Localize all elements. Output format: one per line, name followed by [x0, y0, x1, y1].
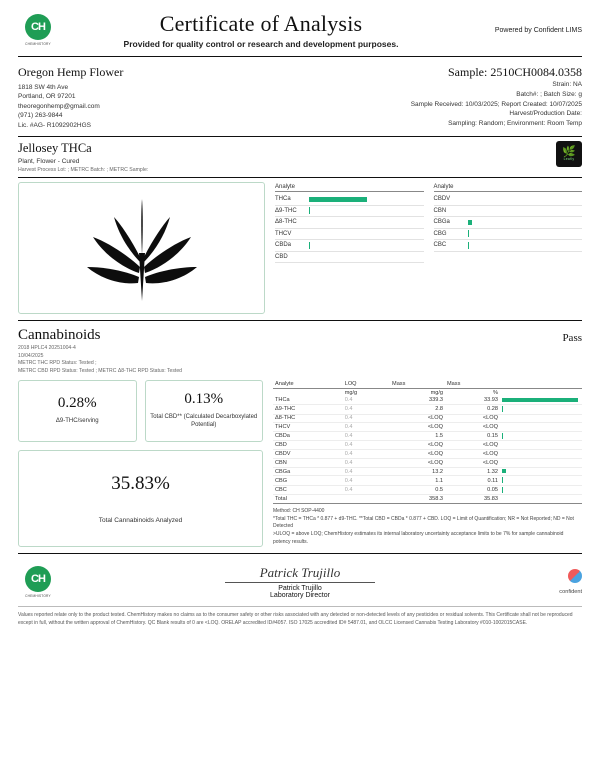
cell-loq: 0.4: [343, 405, 390, 414]
sample-received: Sample Received: 10/03/2025; Report Created: 10/07/2025: [410, 100, 582, 108]
col-bar: [500, 380, 582, 389]
client-license: Lic. #AG- R1092902HGS: [18, 121, 91, 129]
col-mass-pct: Mass: [445, 380, 500, 389]
cell-analyte: CBG: [273, 476, 343, 485]
analyte-row: [275, 229, 424, 241]
analyte-name: CBGa: [433, 219, 450, 226]
sample-block: [268, 65, 582, 130]
client-block: [18, 65, 268, 130]
card-value: 35.83%: [111, 472, 170, 494]
card-label: Total Cannabinoids Analyzed: [98, 516, 183, 524]
cell-analyte: CBDV: [273, 450, 343, 459]
cell-analyte: CBGa: [273, 467, 343, 476]
analyte-row: [434, 194, 583, 206]
footer-logo: [18, 562, 128, 602]
unit-mass-pct: %: [493, 389, 498, 396]
cell-analyte: THCV: [273, 423, 343, 432]
sample-harvest-date: Harvest/Production Date:: [509, 110, 582, 118]
analyte-summary: [275, 182, 582, 314]
analyte-row: [275, 194, 424, 206]
analyte-name: Δ8-THC: [275, 219, 297, 226]
cell-loq: 0.4: [343, 450, 390, 459]
results-table: [273, 380, 582, 547]
cell-bar: [500, 423, 582, 432]
summary-cards: [18, 380, 263, 547]
client-email: theoregonhemp@gmail.com: [18, 102, 100, 110]
analyte-col1-header: Analyte: [275, 184, 424, 192]
col-mass-mg: Mass: [390, 380, 445, 389]
signatory-role: Laboratory Director: [270, 591, 330, 599]
client-name: Oregon Hemp Flower: [18, 65, 124, 79]
chemhistory-logo-footer: [18, 562, 58, 602]
table-row: [273, 405, 582, 414]
table-row: [273, 432, 582, 441]
table-row: [273, 476, 582, 485]
cell-mass-mg: 13.2: [390, 467, 445, 476]
logo-badge: CH: [25, 14, 51, 40]
strain-info: [18, 141, 556, 173]
cell-loq: 0.4: [343, 423, 390, 432]
small-cards: [18, 380, 263, 442]
chemhistory-logo: [18, 10, 58, 50]
client-sample-band: [0, 57, 600, 136]
cell-mass-pct: 33.93: [445, 396, 500, 404]
analyte-row: [434, 217, 583, 229]
table-units-row: [273, 388, 582, 396]
section-note-line: 2018 HPLC4 20251004-4: [18, 345, 76, 352]
header-center: [58, 11, 464, 49]
analyte-name: CBDV: [433, 196, 451, 203]
table-body: [273, 396, 582, 503]
cell-mass-pct: 0.11: [445, 476, 500, 485]
logo-badge: CH: [25, 566, 51, 592]
cell-bar: [500, 414, 582, 423]
table-row: [273, 467, 582, 476]
analyte-bar: [468, 220, 472, 225]
cell-analyte: CBDa: [273, 432, 343, 441]
cell-bar: [500, 467, 582, 476]
analyte-row: [275, 240, 424, 252]
analyte-name: THCa: [275, 196, 291, 203]
strain-name: Jellosey THCa: [18, 141, 92, 156]
powered-by-label: Powered by Confident LIMS: [494, 26, 582, 34]
col-analyte: Analyte: [273, 380, 343, 389]
leafly-label: Leafly: [563, 157, 575, 162]
cell-mass-mg: <LOQ: [390, 423, 445, 432]
sample-photo: [18, 182, 265, 314]
section-note-line: 10/04/2025: [18, 352, 44, 359]
card-total-cbd: [145, 380, 264, 442]
analyte-name: CBG: [433, 230, 447, 237]
cell-bar: [500, 432, 582, 441]
analyte-name: CBD: [275, 253, 288, 260]
cell-bar: [500, 450, 582, 459]
cell-bar: [500, 441, 582, 450]
analyte-row: [434, 240, 583, 252]
cell-loq: 0.4: [343, 432, 390, 441]
table-row: [273, 450, 582, 459]
card-thc-serving: [18, 380, 137, 442]
cell-mass-pct: <LOQ: [445, 458, 500, 467]
table-row: [273, 414, 582, 423]
card-label: Total CBD** (Calculated Decarboxylated Potential): [150, 414, 258, 429]
confident-logo: [472, 569, 582, 595]
leafly-badge[interactable]: [556, 141, 582, 167]
cell-analyte: Δ9-THC: [273, 405, 343, 414]
section-notes: [0, 344, 600, 376]
table-row: [273, 458, 582, 467]
status-badge: Pass: [562, 332, 582, 345]
strain-lot: Harvest Process Lot: ; METRC Batch: ; METRC Sample:: [18, 167, 149, 174]
cell-mass-mg: 1.5: [390, 432, 445, 441]
client-address1: 1818 SW 4th Ave: [18, 84, 69, 91]
cell-loq: 0.4: [343, 414, 390, 423]
page-title: Certificate of Analysis: [159, 11, 363, 36]
cell-loq: 0.4: [343, 441, 390, 450]
page-subtitle: Provided for quality control or research and development purposes.: [123, 39, 399, 49]
confident-label: confident: [559, 588, 582, 595]
cell-mass-pct: <LOQ: [445, 450, 500, 459]
method-line: *Total THC = THCa * 0.877 + d9-THC. **Total CBD = CBDa * 0.877 + CBD. LOQ = Limit of Quantification; NR = Not Reported; ND = Not Detected: [273, 515, 574, 530]
section-note-line: METRC CBD RPD Status: Tested ; METRC Δ8-THC RPD Status: Tested: [18, 368, 182, 375]
strain-type: Plant, Flower - Cured: [18, 158, 80, 166]
cell-mass-mg: 358.3: [390, 494, 445, 503]
confident-icon: [568, 569, 582, 583]
signature-script: Patrick Trujillo: [259, 564, 341, 580]
cell-mass-pct: 0.28: [445, 405, 500, 414]
table-row: [273, 396, 582, 404]
cannabinoid-table: [273, 380, 582, 504]
sample-strain: Strain: NA: [552, 81, 582, 88]
table-header-row: [273, 380, 582, 389]
logo-subtext: CHEMHISTORY: [25, 593, 51, 598]
signatory-name: Patrick Trujillo: [278, 584, 322, 592]
analyte-col2-header: Analyte: [434, 184, 583, 192]
method-line: >ULOQ = above LOQ; ChemHistory estimates its internal laboratory uncertainty acceptance limits to be 7% for sample cannabinoid potency results.: [273, 531, 564, 545]
cell-mass-mg: 2.8: [390, 405, 445, 414]
analyte-row: [275, 217, 424, 229]
cell-analyte: CBD: [273, 441, 343, 450]
cell-mass-mg: <LOQ: [390, 458, 445, 467]
results-row: [0, 376, 600, 547]
cell-mass-pct: 1.32: [445, 467, 500, 476]
logo-subtext: CHEMHISTORY: [25, 42, 51, 46]
cell-mass-mg: <LOQ: [390, 450, 445, 459]
cell-mass-mg: <LOQ: [390, 441, 445, 450]
cell-analyte: THCa: [273, 396, 343, 404]
analyte-name: THCV: [275, 230, 292, 237]
cell-loq: 0.4: [343, 476, 390, 485]
card-total-cannabinoids: [18, 450, 263, 547]
client-address2: Portland, OR 97201: [18, 93, 76, 101]
section-note-line: METRC THC RPD Status: Tested ;: [18, 360, 97, 367]
analyte-row: [275, 252, 424, 264]
signature-line: [225, 582, 375, 583]
unit-mass-mg: mg/g: [430, 389, 443, 396]
table-row: [273, 485, 582, 494]
card-value: 0.28%: [57, 395, 97, 412]
cannabinoids-header: [0, 321, 600, 344]
cell-bar: [500, 458, 582, 467]
card-label: Δ9-THC/serving: [55, 418, 99, 425]
cell-analyte: Total: [273, 494, 343, 503]
analyte-name: CBDa: [275, 242, 292, 249]
client-phone: (971) 263-9844: [18, 112, 63, 120]
cell-loq: 0.4: [343, 458, 390, 467]
unit-loq: mg/g: [344, 389, 358, 396]
analyte-bar: [309, 197, 367, 202]
method-notes: [273, 504, 582, 547]
analyte-name: CBC: [433, 242, 447, 249]
cell-mass-mg: 0.5: [390, 485, 445, 494]
signature-band: [0, 554, 600, 606]
cell-loq: 0.4: [343, 467, 390, 476]
cell-mass-pct: 0.05: [445, 485, 500, 494]
cell-mass-pct: <LOQ: [445, 423, 500, 432]
analyte-name: Δ9-THC: [275, 207, 297, 214]
section-title: Cannabinoids: [18, 327, 101, 344]
cell-analyte: CBN: [273, 458, 343, 467]
table-row: [273, 423, 582, 432]
analyte-bar: [468, 230, 469, 237]
analyte-bar: [468, 242, 469, 249]
cell-analyte: Δ8-THC: [273, 414, 343, 423]
cell-bar: [500, 405, 582, 414]
sample-sampling: Sampling: Random; Environment: Room Temp: [448, 120, 582, 127]
cell-mass-mg: 339.3: [390, 396, 445, 404]
analyte-summary-col-1: [275, 184, 424, 314]
legal-footer: Values reported relate only to the product tested. ChemHistory makes no claims as to the consumer safety or other risks associated with any detected or non-detected levels of any pesticides or residual solvents. This Certificate shall not be reproduced except in full, without the written approval of ChemHistory. QC Blank results of 0 are <LOQ. ORELAP accredited ID#4057. ISO 17025 accredited ID# 5487.01, and OLCC Licensed Cannabis Testing Laboratory #010-1002015CASE.: [18, 611, 573, 626]
analyte-name: CBN: [433, 207, 447, 214]
card-value: 0.13%: [184, 391, 224, 408]
cell-mass-pct: <LOQ: [445, 441, 500, 450]
sample-batch: Batch#: ; Batch Size: g: [516, 90, 582, 98]
table-total-row: [273, 494, 582, 503]
analyte-row: [434, 229, 583, 241]
cell-mass-pct: 0.15: [445, 432, 500, 441]
analyte-bar: [309, 207, 310, 214]
leaf-icon: 🌿: [562, 146, 576, 159]
cell-analyte: CBC: [273, 485, 343, 494]
cell-mass-mg: <LOQ: [390, 414, 445, 423]
cell-loq: 0.4: [343, 396, 390, 404]
signature-block: [128, 565, 472, 599]
cell-bar: [500, 476, 582, 485]
cell-bar: [500, 485, 582, 494]
cell-mass-pct: 35.83: [445, 494, 500, 503]
cell-mass-mg: 1.1: [390, 476, 445, 485]
table-row: [273, 441, 582, 450]
cell-bar: [500, 396, 582, 404]
analyte-row: [434, 206, 583, 218]
analyte-summary-col-2: [434, 184, 583, 314]
method-line: Method: CH SOP-4400: [273, 507, 325, 514]
cell-loq: 0.4: [343, 485, 390, 494]
analyte-bar: [309, 242, 310, 249]
strain-band: [0, 137, 600, 177]
analyte-row: [275, 206, 424, 218]
col-loq: LOQ: [343, 380, 390, 389]
sample-id: Sample: 2510CH0084.0358: [448, 65, 582, 79]
sample-visual-row: [0, 178, 600, 320]
page-header: [0, 0, 600, 56]
cell-mass-pct: <LOQ: [445, 414, 500, 423]
